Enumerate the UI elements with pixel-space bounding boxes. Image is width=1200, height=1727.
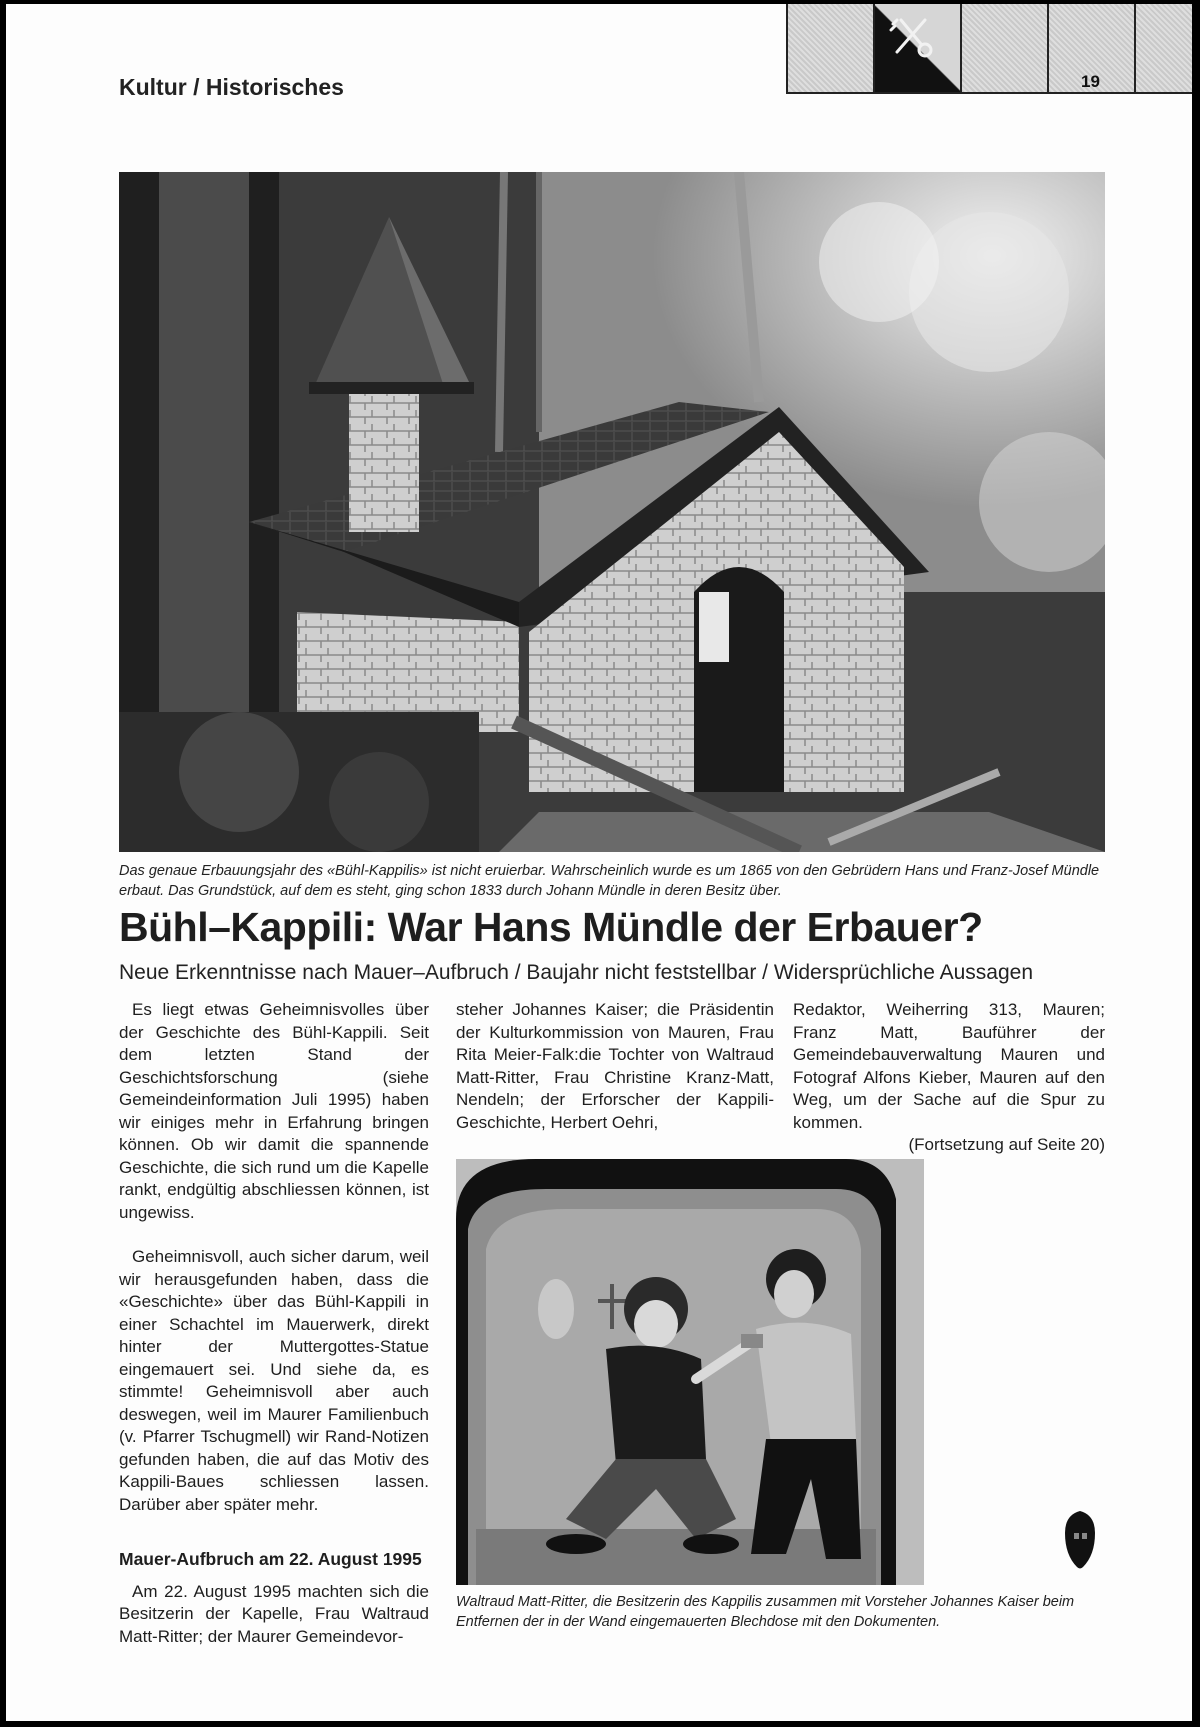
paragraph: Redaktor, Weiherring 313, Mauren; Franz Matt, Bauführer der Gemeindebauverwaltung Mauren und Fotograf Alfons Kieber, Mauren auf den Weg, um der Sache auf die Spur zu kommen. [793, 1000, 1105, 1132]
header-tab [786, 4, 873, 94]
emblem-icon [1061, 1509, 1099, 1571]
header-tab [960, 4, 1047, 94]
section-label: Kultur / Historisches [119, 74, 344, 100]
header-tab [1134, 4, 1192, 94]
page [6, 4, 1192, 1721]
page-number: 19 [1081, 72, 1100, 91]
text-column-3 [793, 999, 1105, 1157]
chapel-photo-illustration [119, 172, 1105, 852]
text-column-2 [456, 999, 774, 1134]
header-tab-emblem [873, 4, 960, 94]
article-headline: Bühl–Kappili: War Hans Mündle der Erbauer? [119, 904, 983, 950]
continuation-note: (Fortsetzung auf Seite 20) [908, 1135, 1105, 1154]
paragraph: Geheimnisvoll, auch sicher darum, weil wir herausgefunden haben, dass die «Geschichte» über das Bühl-Kappili in einer Schachtel im Mauerwerk, direkt hinter der Muttergottes-Statue eingemauert sei. Und siehe da, es stimmte! Geheimnisvoll aber auch deswegen, weil im Maurer Familienbuch (v. Pfarrer Tschugmell) wir Rand-Notizen gefunden haben, die auf das Motiv des Kappili-Baues schliessen lassen. Darüber aber später mehr. [119, 1247, 429, 1514]
paragraph: Es liegt etwas Geheimnisvolles über der Geschichte des Bühl-Kappili. Seit dem letzten Stand der Geschichtsforschung (siehe Gemeindeinformation Juli 1995) haben wir einiges mehr in Erfahrung bringen können. Ob wir damit die spannende Geschichte, die sich rund um die Kapelle rankt, endgültig abschliessen können, ist ungewiss. [119, 1000, 429, 1222]
paragraph: Am 22. August 1995 machten sich die Besitzerin der Kapelle, Frau Waltraud Matt-Ritter; der Maurer Gemeindevor- [119, 1581, 429, 1646]
crossed-keys-icon [885, 12, 941, 60]
chapel-photo [119, 172, 1105, 852]
bottom-photo-caption: Waltraud Matt-Ritter, die Besitzerin des Kappilis zusammen mit Vorsteher Johannes Kaiser beim Entfernen der in der Wand eingemauerten Blechdose mit den Dokumenten. [456, 1594, 1075, 1630]
top-photo-caption: Das genaue Erbauungsjahr des «Bühl-Kappilis» ist nicht eruierbar. Wahrscheinlich wurde es um 1865 von den Gebrüdern Hans und Franz-Josef Mündle erbaut. Das Grundstück, auf dem es steht, ging schon 1833 durch Johann Mündle in deren Besitz über. [119, 863, 1100, 899]
niche-photo-illustration [456, 1159, 924, 1585]
text-column-1 [119, 999, 429, 1648]
article-subheadline: Neue Erkenntnisse nach Mauer–Aufbruch / Baujahr nicht feststellbar / Widersprüchliche Aussagen [119, 961, 1033, 984]
header-tabs [786, 4, 1192, 94]
section-subheading: Mauer-Aufbruch am 22. August 1995 [119, 1549, 422, 1569]
people-in-niche-photo [456, 1159, 924, 1585]
paragraph: steher Johannes Kaiser; die Präsidentin der Kulturkommission von Mauren, Frau Rita Meier-Falk:die Tochter von Waltraud Matt-Ritter, Frau Christine Kranz-Matt, Nendeln; der Erforscher der Kappili-Geschichte, Herbert Oehri, [456, 1000, 774, 1132]
